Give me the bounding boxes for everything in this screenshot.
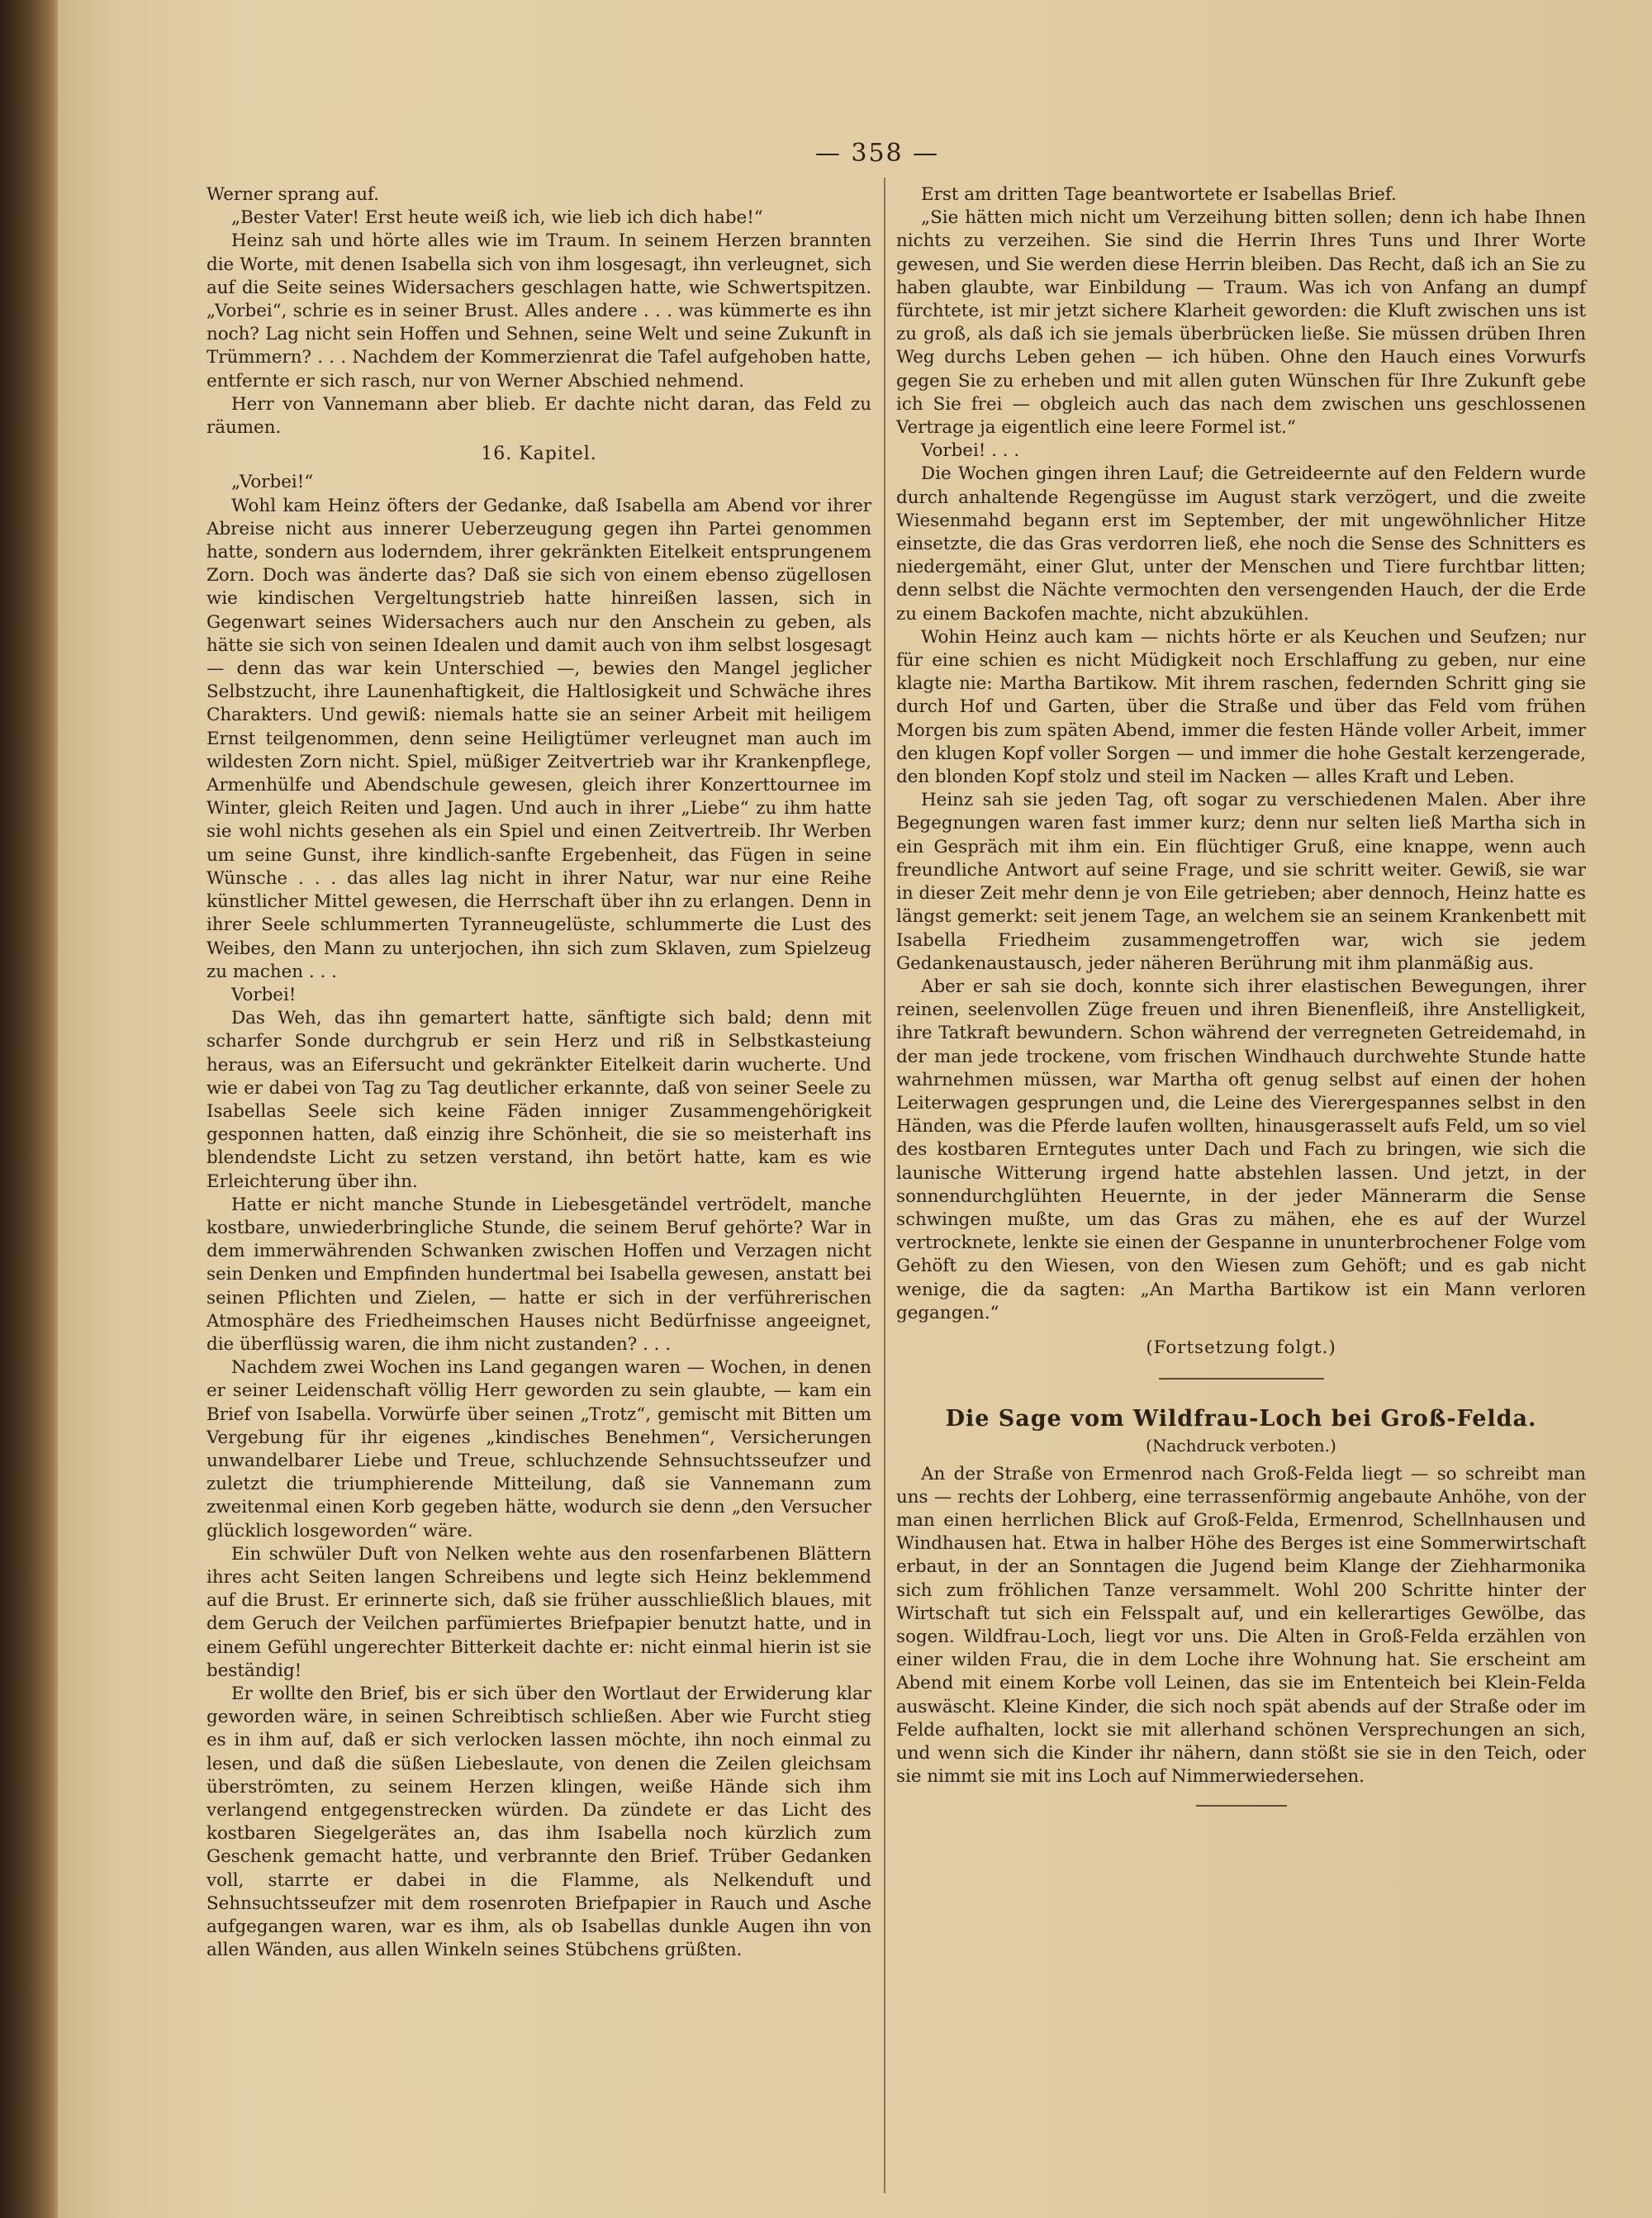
paragraph: Nachdem zwei Wochen ins Land gegangen waren — Wochen, in denen er seiner Leidenschaft völlig Herr geworden zu sein glaubte, — kam ein Brief von Isabella. Vorwürfe über seinen „Trotz“, gemischt mit Bitten um Vergebung für ihr eigenes „kindisches Benehmen“, Versicherungen unwandelbarer Liebe und Treue, schluchzende Sehnsuchtsseufzer und zuletzt die triumphierende Mitteilung, daß sie Vannemann zum zweitenmal einen Korb gegeben hätte, wodurch sie denn „den Versucher glücklich losgeworden“ wäre. (206, 1357, 871, 1541)
paragraph: Herr von Vannemann aber blieb. Er dachte nicht daran, das Feld zu räumen. (206, 393, 871, 439)
paragraph: Die Wochen gingen ihren Lauf; die Getreideernte auf den Feldern wurde durch anhaltende Regengüsse im August stark verzögert, und die zweite Wiesenmahd begann erst im September, der mit ungewöhnlicher Hitze einsetzte, die das Gras verdorren ließ, ehe noch die Sense des Schnitters es niedergemäht, einer Glut, unter der Menschen und Tiere furchtbar litten; denn selbst die Nächte vermochten den versengenden Hauch, der die Erde zu einem Backofen machte, nicht abzukühlen. (896, 463, 1586, 625)
paragraph: Vorbei! (231, 984, 297, 1005)
paragraph: Wohin Heinz auch kam — nichts hörte er als Keuchen und Seufzen; nur für eine schien es nicht Müdigkeit noch Erschlaffung zu geben, nur eine klagte nie: Martha Bartikow. Mit ihrem raschen, federnden Schritt ging sie durch Hof und Garten, über die Straße und über das Feld vom frühen Morgen bis zum späten Abend, immer die festen Hände voller Arbeit, immer den klugen Kopf voller Sorgen — und immer die hohe Gestalt kerzengerade, den blonden Kopf stolz und steil im Nacken — alles Kraft und Leben. (896, 626, 1586, 788)
paragraph: „Sie hätten mich nicht um Verzeihung bitten sollen; denn ich habe Ihnen nichts zu verzeihen. Sie sind die Herrin Ihres Tuns und Ihrer Worte gewesen, und Sie werden diese Herrin bleiben. Das Recht, daß ich an Sie zu haben glaubte, war Einbildung — Traum. Was ich von Anfang an dumpf fürchtete, ist mir jetzt sichere Klarheit geworden: die Kluft zwischen uns ist zu groß, als daß ich sie jemals überbrücken ließe. Sie müssen drüben Ihren Weg durchs Leben gehen — ich hüben. Ohne den Hauch eines Vorwurfs gegen Sie zu erheben und mit allen guten Wünschen für Ihre Zukunft gebe ich Sie frei — obgleich auch das nach dem zwischen uns geschlossenen Vertrage ja eigentlich eine leere Formel ist.“ (896, 207, 1586, 439)
paragraph: Heinz sah sie jeden Tag, oft sogar zu verschiedenen Malen. Aber ihre Begegnungen waren fast immer kurz; denn nur selten ließ Martha sich in ein Gespräch mit ihm ein. Ein flüchtiger Gruß, eine knappe, wenn auch freundliche Antwort auf seine Frage, und sie schritt weiter. Gewiß, sie war in dieser Zeit mehr denn je von Eile getrieben; aber dennoch, Heinz hatte es längst gemerkt: seit jenem Tage, an welchem sie an seinem Krankenbett mit Isabella Friedheim zusammengetroffen war, wich sie jedem Gedankenaustausch, jeder näheren Berührung mit ihm planmäßig aus. (896, 790, 1586, 974)
continuation-note: (Fortsetzung folgt.) (1146, 1337, 1336, 1358)
section-separator (1159, 1378, 1324, 1380)
paragraph: Erst am dritten Tage beantwortete er Isabellas Brief. (921, 184, 1397, 205)
paragraph: Aber er sah sie doch, konnte sich ihrer elastischen Bewegungen, ihrer reinen, seelenvollen Züge freuen und ihren Bienenfleiß, ihre Anstelligkeit, ihre Tatkraft bewundern. Schon während der verregneten Getreidemahd, in der man jede trockene, vom frischen Windhauch durchwehte Stunde hatte wahrnehmen müssen, war Martha oft genug selbst auf einen der hohen Leiterwagen gesprungen und, die Leine des Vierergespannes selbst in den Händen, was die Pferde laufen wollten, hinausgerasselt aufs Feld, um so viel des kostbaren Erntegutes unter Dach und Fach zu bringen, wie sich die launische Witterung irgend hatte abstehlen lassen. Und jetzt, in der sonnendurchglühten Heuernte, in der jeder Männerarm die Sense schwingen mußte, um das Gras zu mähen, ehe es auf der Wurzel vertrocknete, lenkte sie einen der Gespanne in ununterbrochener Folge vom Gehöft zu den Wiesen, von den Wiesen zum Gehöft; und es gab nicht wenige, die da sagten: „An Martha Bartikow ist ein Mann verloren gegangen.“ (896, 976, 1586, 1323)
paragraph: Vorbei! . . . (921, 440, 1020, 462)
column-divider (884, 178, 885, 2193)
paragraph: Wohl kam Heinz öfters der Gedanke, daß Isabella am Abend vor ihrer Abreise nicht aus innerer Ueberzeugung gegen ihn Partei genommen hatte, sondern aus loderndem, ihrer gekränkten Eitelkeit entsprungenem Zorn. Doch was änderte das? Daß sie sich von einem ebenso zügellosen wie kindischen Vergeltungstrieb hatte hinreißen lassen, sich in Gegenwart seines Widersachers auch nur den Anschein zu geben, als hätte sie sich von seinen Idealen und damit auch von ihm selbst losgesagt — denn das war kein Unterschied —, bewies den Mangel jeglicher Selbstzucht, ihre Launenhaftigkeit, die Haltlosigkeit und Schwäche ihres Charakters. Und gewiß: niemals hatte sie an seiner Arbeit mit heiligem Ernst teilgenommen, denn seine Heiligtümer verleugnet man auch im wildesten Zorn nicht. Spiel, müßiger Zeitvertrieb war ihr Krankenpflege, Armenhülfe und Abendschule gewesen, gleich ihrer Konzerttournee im Winter, gleich Reiten und Jagen. Und auch in ihrer „Liebe“ zu ihm hatte sie wohl nichts gesehen als ein Spiel und einen Zeitvertreib. Ihr Werben um seine Gunst, ihre kindlich-sanfte Ergebenheit, das Fügen in seine Wünsche . . . das alles lag nicht in ihrer Natur, war nur eine Reihe künstlicher Mittel gewesen, die Herrschaft über ihn zu erlangen. Denn in ihrer Seele schlummerten Tyranneugelüste, schlummerte die Lust des Weibes, den Mann zu unterjochen, ihn sich zum Sklaven, zum Spielzeug zu machen . . . (206, 495, 871, 982)
right-column (896, 183, 1586, 1807)
paragraph: Das Weh, das ihn gemartert hatte, sänftigte sich bald; denn mit scharfer Sonde durchgrub er sein Herz und riß in Selbstkasteiung heraus, was an Eifersucht und gekränkter Eitelkeit darin wucherte. Und wie er dabei von Tag zu Tag deutlicher erkannte, daß von seiner Seele zu Isabellas Seele sich keine Fäden inniger Zusammengehörigkeit gesponnen hatten, daß einzig ihre Schönheit, die sie so meisterhaft ins blendendste Licht zu setzen verstand, ihn betört hatte, kam es wie Erleichterung über ihn. (206, 1008, 871, 1192)
article-title: Die Sage vom Wildfrau-Loch bei Groß-Felda. (945, 1406, 1537, 1432)
paragraph: Er wollte den Brief, bis er sich über den Wortlaut der Erwiderung klar geworden wäre, in seinen Schreibtisch schließen. Aber wie Furcht stieg es in ihm auf, daß er sich verlocken lassen möchte, ihn noch einmal zu lesen, und daß die süßen Liebeslaute, von denen die Zeilen gleichsam überströmten, zu seinem Herzen klingen, weiße Hände sich ihm verlangend entgegenstrecken würden. Da zündete er das Licht des kostbaren Siegelgerätes an, das ihm Isabella noch kürzlich zum Geschenk gemacht hatte, und verbrannte den Brief. Trüber Gedanken voll, starrte er dabei in die Flamme, als Nelkenduft und Sehnsuchtsseufzer mit dem rosenroten Briefpapier in Rauch und Asche aufgegangen waren, war es ihm, als ob Isabellas dunkle Augen ihn von allen Wänden, aus allen Winkeln seines Stübchens grüßten. (206, 1684, 871, 1961)
paragraph: Hatte er nicht manche Stunde in Liebesgetändel vertrödelt, manche kostbare, unwiederbringliche Stunde, die seinem Beruf gehörte? War in dem immerwährenden Schwanken zwischen Hoffen und Verzagen nicht sein Denken und Empfinden hundertmal bei Isabella gewesen, anstatt bei seinen Pflichten und Zielen, — hatte er sich in der verführerischen Atmosphäre des Friedheimschen Hauses nicht Bedürfnisse angeeignet, die überflüssig waren, die ihm nicht zustanden? . . . (206, 1194, 871, 1355)
paragraph: Heinz sah und hörte alles wie im Traum. In seinem Herzen brannten die Worte, mit denen Isabella sich von ihm losgesagt, ihn verleugnet, sich auf die Seite seines Widersachers geschlagen hatte, wie Schwertspitzen. „Vorbei“, schrie es in seiner Brust. Alles andere . . . was kümmerte es ihn noch? Lag nicht sein Hoffen und Sehnen, seine Welt und seine Zukunft in Trümmern? . . . Nachdem der Kommerzienrat die Tafel aufgehoben hatte, entfernte er sich rasch, nur von Werner Abschied nehmend. (206, 230, 871, 392)
book-page (58, 0, 1652, 2218)
end-rule (1196, 1805, 1287, 1807)
paragraph: „Vorbei!“ (231, 472, 314, 493)
article-body: An der Straße von Ermenrod nach Groß-Felda liegt — so schreibt man uns — rechts der Lohberg, eine terrassenförmig angebaute Anhöhe, von der man einen herrlichen Blick auf Groß-Felda, Ermenrod, Schellnhausen und Windhausen hat. Etwa in halber Höhe des Berges ist eine Sommerwirtschaft erbaut, in der an Sonntagen die Jugend beim Klange der Ziehharmonika sich zum fröhlichen Tanze versammelt. Wohl 200 Schritte hinter der Wirtschaft tut sich ein Felsspalt auf, und ein kellerartiges Gewölbe, das sogen. Wildfrau-Loch, liegt vor uns. Die Alten in Groß-Felda erzählen von einer wilden Frau, die in dem Loche ihre Wohnung hat. Sie erscheint am Abend mit einem Korbe voll Leinen, das sie im Ententeich bei Klein-Felda auswäscht. Kleine Kinder, die sich noch spät abends auf der Straße oder im Felde aufhalten, lockt sie mit allerhand schönen Versprechungen an sich, und wenn sich die Kinder ihr nähern, dann stößt sie sie in den Teich, oder sie nimmt sie mit ins Loch auf Nimmerwiedersehen. (896, 1463, 1586, 1788)
page-number: — 358 — (814, 139, 940, 168)
left-column (206, 183, 871, 1962)
chapter-heading: 16. Kapitel. (481, 444, 597, 465)
paragraph: Ein schwüler Duft von Nelken wehte aus den rosenfarbenen Blättern ihres acht Seiten langen Schreibens und legte sich Heinz beklemmend auf die Brust. Er erinnerte sich, daß sie früher ausschließlich blaues, mit dem Geruch der Veilchen parfümiertes Briefpapier benutzt hatte, und in einem Gefühl ungerechter Bitterkeit dachte er: nicht einmal hierin ist sie beständig! (206, 1543, 871, 1681)
book-binding-edge (0, 0, 64, 2218)
paragraph: Werner sprang auf. (206, 184, 379, 205)
paragraph: „Bester Vater! Erst heute weiß ich, wie lieb ich dich habe!“ (231, 207, 763, 229)
reprint-note: (Nachdruck verboten.) (1146, 1436, 1336, 1456)
